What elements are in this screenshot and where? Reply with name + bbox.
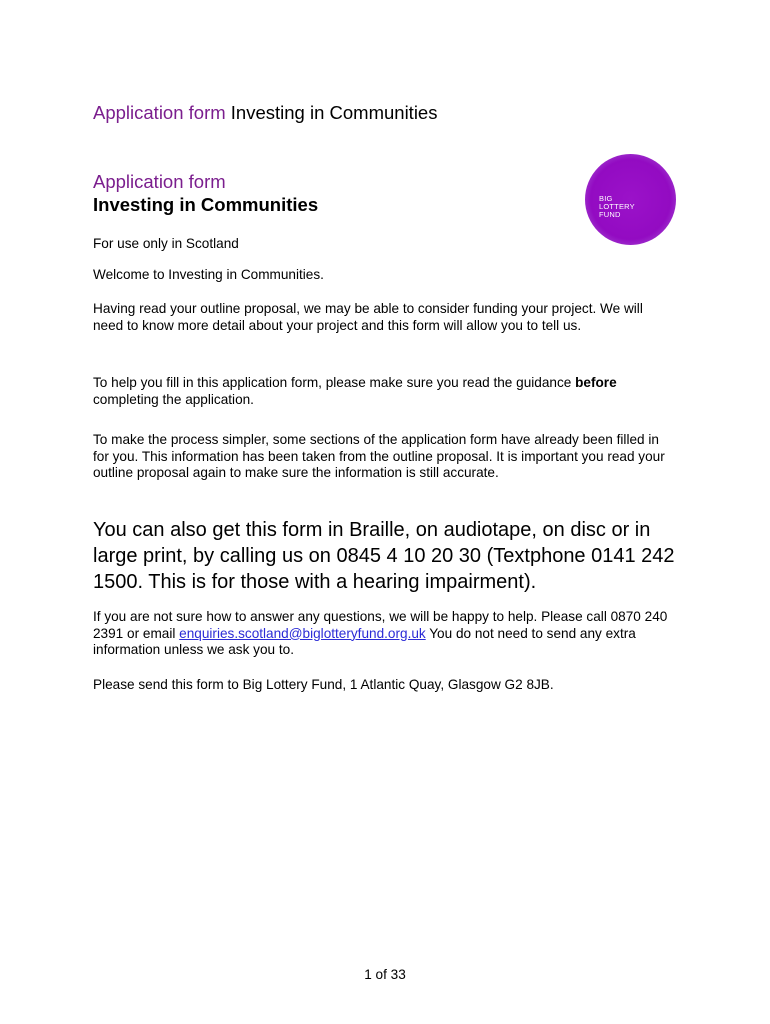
document-title-line2: Investing in Communities bbox=[93, 194, 319, 215]
header-title-rest: Investing in Communities bbox=[225, 102, 438, 123]
scope-note: For use only in Scotland bbox=[93, 236, 239, 251]
email-link[interactable]: enquiries.scotland@biglotteryfund.org.uk bbox=[179, 625, 426, 641]
page-number: 1 of 33 bbox=[364, 967, 406, 982]
help-paragraph bbox=[93, 609, 673, 659]
document-title-line1: Application form bbox=[93, 171, 226, 192]
prefilled-paragraph: To make the process simpler, some sections of the application form have already been filled in for you. This information has been taken from the outline proposal. It is important you read your outline proposal again to make sure the information is still accurate. bbox=[93, 432, 665, 481]
welcome-text: Welcome to Investing in Communities. bbox=[93, 267, 324, 282]
big-lottery-fund-logo bbox=[585, 154, 676, 245]
intro-paragraph: Having read your outline proposal, we may be able to consider funding your project. We will need to know more detail about your project and this form will allow you to tell us. bbox=[93, 301, 643, 333]
document-title bbox=[93, 170, 318, 216]
help-text-2: You do not need to send any extra information unless we ask you to. bbox=[93, 625, 636, 658]
guidance-text-2: completing the application. bbox=[93, 391, 254, 407]
help-text-1: If you are not sure how to answer any questions, we will be happy to help. Please call 0870 240 2391 or email bbox=[93, 609, 668, 641]
header-title-accent: Application form bbox=[93, 102, 226, 123]
running-header bbox=[93, 102, 437, 124]
guidance-paragraph bbox=[93, 375, 673, 408]
logo-text: BIG LOTTERY FUND bbox=[599, 194, 635, 219]
alternative-formats-notice: You can also get this form in Braille, on audiotape, on disc or in large print, by calling us on 0845 4 10 20 30 (Textphone 0141 242 1500. This is for those with a hearing impairment). bbox=[93, 519, 675, 593]
guidance-text-1: To help you fill in this application form, please make sure you read the guidance bbox=[93, 375, 576, 390]
postal-address-paragraph: Please send this form to Big Lottery Fund, 1 Atlantic Quay, Glasgow G2 8JB. bbox=[93, 677, 554, 692]
guidance-bold: before bbox=[575, 375, 617, 390]
